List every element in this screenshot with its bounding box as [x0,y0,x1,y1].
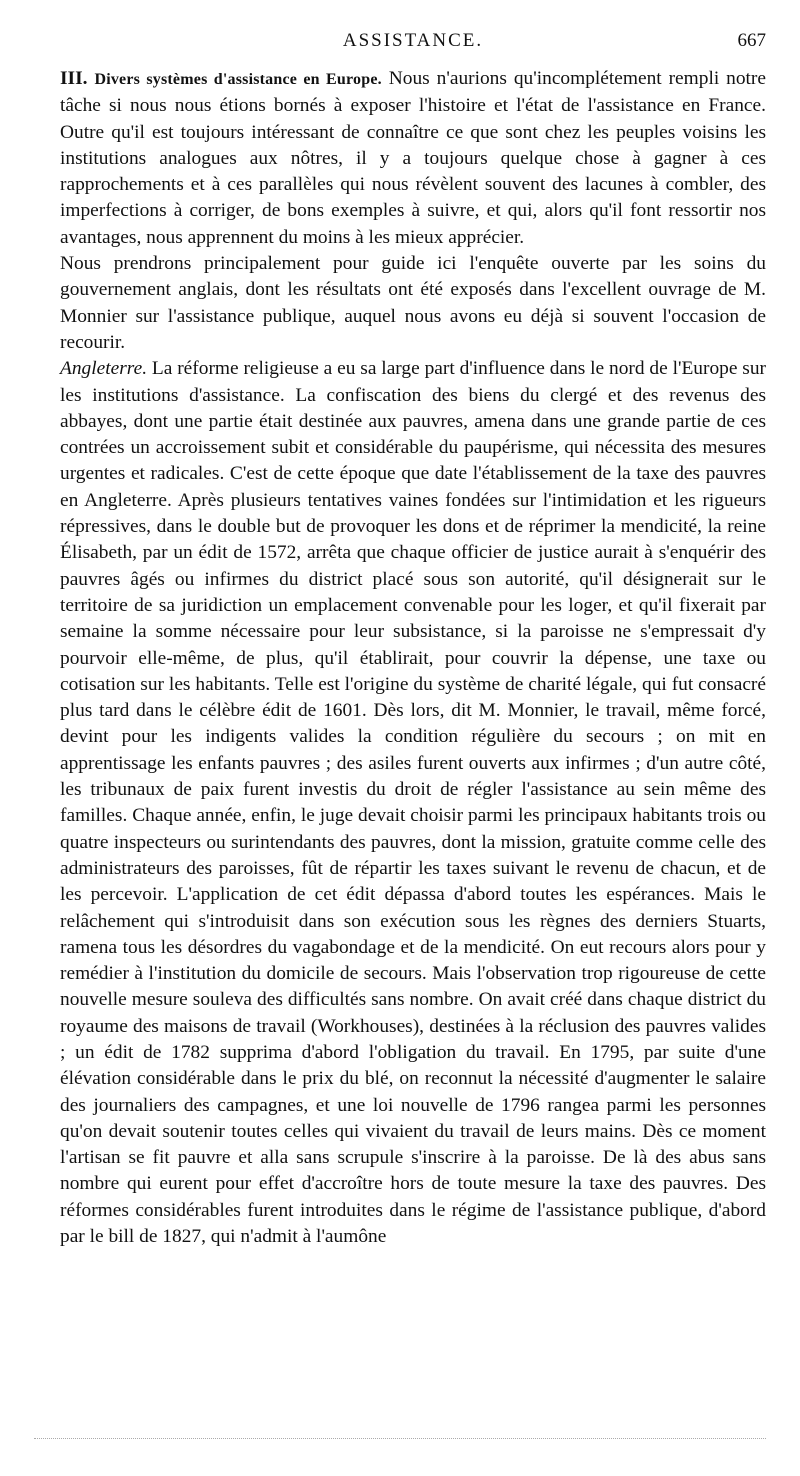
page-number: 667 [737,30,766,51]
section-intro-text: Nous n'aurions qu'incomplétement rempli notre tâche si nous nous étions bornés à exposer l'histoire et l'état de l'assistance en France. Outre qu'il est toujours intéressant de connaître ce que sont chez les peuples voisins les institutions analogues aux nôtres, il y a toujours quelque chose à gagner à ces rapprochements et à ces parallèles qui nous révèlent souvent des lacunes à combler, des imperfections à corriger, de bons exemples à suivre, et qui, alors qu'il font ressortir nos avantages, nous apprennent du moins à les mieux apprécier. [60,68,766,248]
angleterre-text: La réforme religieuse a eu sa large part d'influence dans le nord de l'Europe sur les institutions d'assistance. La confiscation des biens du clergé et des revenus des abbayes, dont une partie était destinée aux pauvres, amena dans une grande partie de ces contrées un accroissement subit et considérable du paupérisme, qui nécessita des mesures urgentes et radicales. C'est de cette époque que date l'établissement de la taxe des pauvres en Angleterre. Après plusieurs tentatives vaines fondées sur l'intimidation et les rigueurs répressives, dans le double but de provoquer les dons et de réprimer la mendicité, la reine Élisabeth, par un édit de 1572, arrêta que chaque officier de justice aurait à s'enquérir des pauvres âgés ou infirmes du district placé sous son autorité, qu'il désignerait sur le territoire de sa juridiction un emplacement convenable pour les loger, et qu'il fixerait par semaine la somme nécessaire pour leur subsistance, si la paroisse ne s'empressait d'y pourvoir elle-même, de plus, qu'il établirait, pour couvrir la dépense, une taxe ou cotisation sur les habitants. Telle est l'origine du système de charité légale, qui fut consacré plus tard dans le célèbre édit de 1601. Dès lors, dit M. Monnier, le travail, même forcé, devint pour les indigents valides la condition régulière du secours ; on mit en apprentissage les enfants pauvres ; des asiles furent ouverts aux infirmes ; d'un autre côté, les tribunaux de paix furent investis du droit de régler l'assistance au sein même des familles. Chaque année, enfin, le juge devait choisir parmi les principaux habitants trois ou quatre inspecteurs ou surintendants des pauvres, dont la mission, gratuite comme celle des administrateurs des paroisses, fût de répartir les taxes suivant le revenu de chacun, et de les percevoir. L'application de cet édit dépassa d'abord toutes les espérances. Mais le relâchement qui s'introduisit dans son exécution sous les règnes des derniers Stuarts, ramena tous les désordres du vagabondage et de la mendicité. On eut recours alors pour y remédier à l'institution du domicile de secours. Mais l'observation trop rigoureuse de cette nouvelle mesure souleva des difficultés sans nombre. On avait créé dans chaque district du royaume des maisons de travail (Workhouses), destinées à la réclusion des pauvres valides ; un édit de 1782 supprima d'abord l'obligation du travail. En 1795, par suite d'une élévation considérable dans le prix du blé, on reconnut la nécessité d'augmenter le salaire des journaliers des campagnes, et une loi nouvelle de 1796 rangea parmi les personnes qu'on devait soutenir toutes celles qui vivaient du travail de leurs mains. Dès ce moment l'artisan se fit pauvre et alla sans scrupule s'inscrire à la paroisse. De là des abus sans nombre qui eurent pour effet d'accroître hors de toute mesure la taxe des pauvres. Des réformes considérables furent introduites dans le régime de l'assistance publique, d'abord par le bill de 1827, qui n'admit à l'aumône [60,358,766,1248]
guide-paragraph: Nous prendrons principalement pour guide ici l'enquête ouverte par les soins du gouvernement anglais, dont les résultats ont été exposés dans l'excellent ouvrage de M. Monnier sur l'assistance publique, auquel nous avons eu déjà si souvent l'occasion de recourir. [60,253,766,353]
section-intro-paragraph [60,66,766,251]
section-title: Divers systèmes d'assistance en Europe. [94,71,382,88]
angleterre-heading: Angleterre. [60,358,148,380]
section-number: III. [60,68,88,89]
bottom-dotted-rule [34,1438,766,1439]
running-title: ASSISTANCE. [342,30,484,51]
angleterre-paragraph [60,356,766,1250]
running-header [60,30,766,56]
page-body [60,66,766,1250]
